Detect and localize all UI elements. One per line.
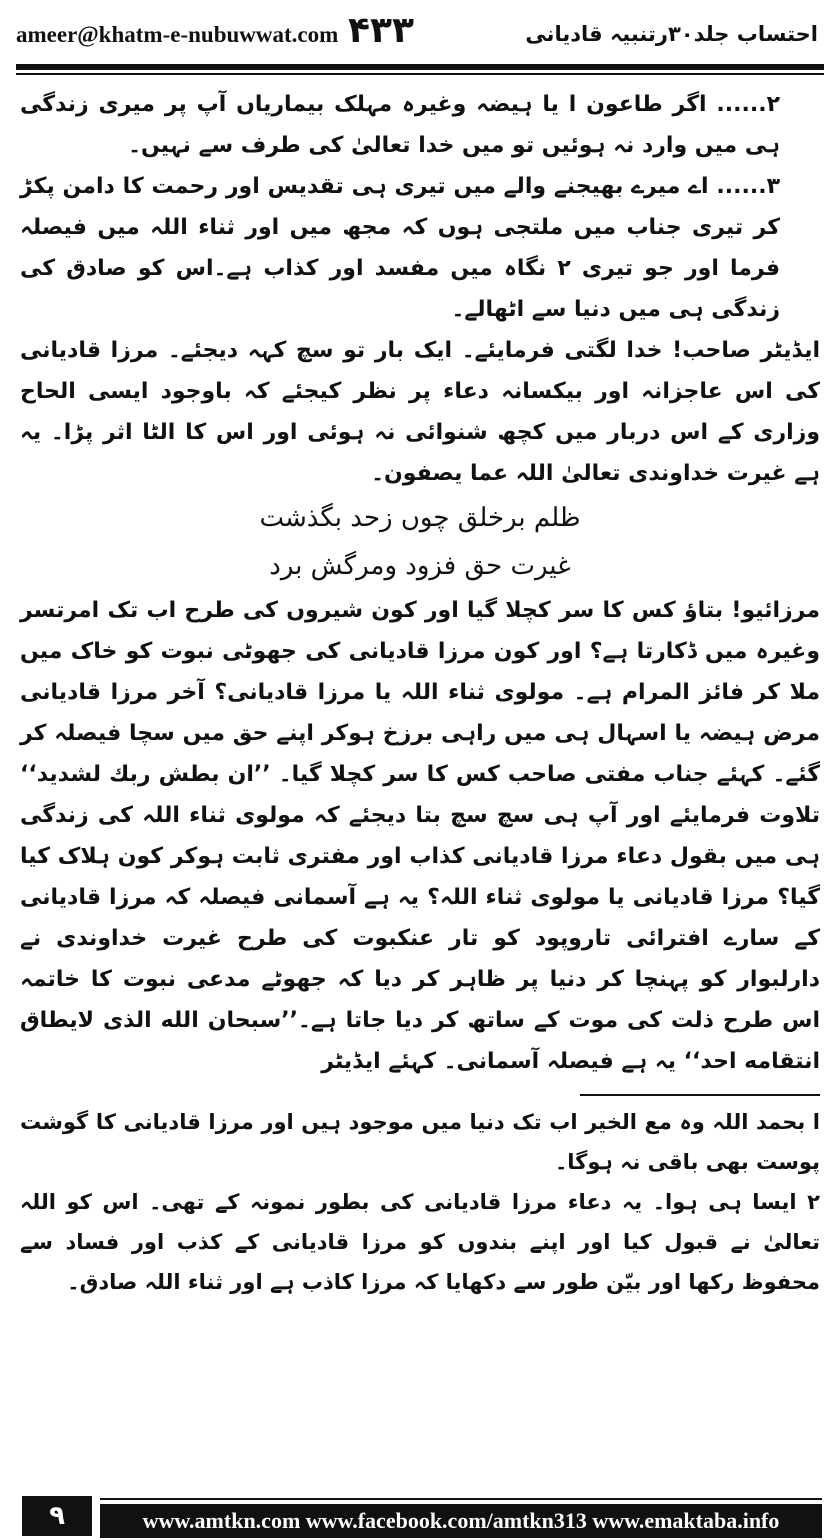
paragraph-editor-address: ایڈیٹر صاحب! خدا لگتی فرمایئے۔ ایک بار تو سچ کہہ دیجئے۔ مرزا قادیانی کی اس عاجزانہ اور بیکسانہ دعاء پر نظر کیجئے کہ باوجود ایسی الحاح وزاری کے اس دربار میں کچھ شنوائی نہ ہوئی اور اس کا الٹا اثر پڑا۔ یہ ہے غیرت خداوندی تعالیٰ اللہ عما یصفون۔: [20, 338, 820, 486]
footer-urls: www.amtkn.com www.facebook.com/amtkn313 www.emaktaba.info: [142, 1508, 780, 1533]
header-rule-thin: [16, 73, 824, 75]
header-rule-thick: [16, 64, 824, 70]
footer-rule: [100, 1498, 822, 1500]
paragraph-prayer-3: ۳...... اے میرے بھیجنے والے میں تیری ہی تقدیس اور رحمت کا دامن پکڑ کر تیری جناب میں ملتجی ہوں کہ مجھ میں اور ثناء اللہ میں فیصلہ فرما اور جو تیری ۲ نگاہ میں مفسد اور کذاب ہے۔اس کو صادق کی زندگی ہی میں دنیا سے اٹھالے۔: [20, 174, 780, 322]
header-page-number: ۴۳۳: [348, 10, 414, 51]
footnote-1: ا بحمد اللہ وہ مع الخیر اب تک دنیا میں موجود ہیں اور مرزا قادیانی کا گوشت پوست بھی باقی نہ ہوگا۔: [20, 1110, 820, 1174]
paragraph-conclusion: مرزائیو! بتاؤ کس کا سر کچلا گیا اور کون شیروں کی طرح اب تک امرتسر وغیرہ میں ڈکارتا ہے؟ اور کون مرزا قادیانی کی جھوٹی نبوت کو خاک میں ملا کر فائز المرام ہے۔ مولوی ثناء اللہ یا مرزا قادیانی؟ آخر مرزا قادیانی مرض ہیضہ یا اسہال ہی میں راہی برزخ ہوکر اپنے حق میں سچا فیصلہ کر گئے۔ کہئے جناب مفتی صاحب کس کا سر کچلا گیا۔ ’’ان بطش ربك لشديد‘‘ تلاوت فرمایئے اور آپ ہی سچ سچ بتا دیجئے کہ مولوی ثناء اللہ کی زندگی ہی میں بقول دعاء مرزا قادیانی کذاب اور مفتری ثابت ہوکر کون ہلاک کیا گیا؟ مرزا قادیانی یا مولوی ثناء اللہ؟ یہ ہے آسمانی فیصلہ کہ مرزا قادیانی کے سارے افترائی تاروپود کو تار عنکبوت کی طرح غیرت خداوندی نے دارلبوار کو پہنچا کر دنیا پر ظاہر کر دیا کہ جھوٹے مدعی نبوت کا خاتمہ اس طرح ذلت کی موت کے ساتھ کر دیا جاتا ہے۔’’سبحان الله الذی لایطاق انتقامه احد‘‘ یہ ہے فیصلہ آسمانی۔ کہئے ایڈیٹر: [20, 598, 820, 1074]
page-header: [0, 0, 840, 70]
header-book-title: احتساب جلد۳۰رتنبیہ قادیانی: [525, 22, 818, 46]
page-content: [20, 84, 820, 1302]
page-footer: [0, 1494, 840, 1540]
couplet-line-1: ظلم برخلق چوں زحد بگذشت: [259, 503, 581, 533]
footnote-divider: [580, 1094, 820, 1096]
persian-couplet: [20, 494, 820, 590]
couplet-line-2: غیرت حق فزود ومرگش برد: [269, 551, 571, 581]
header-email: ameer@khatm-e-nubuwwat.com: [16, 22, 339, 47]
footnote-2: ۲ ایسا ہی ہوا۔ یہ دعاء مرزا قادیانی کی بطور نمونہ کے تھی۔ اس کو اللہ تعالیٰ نے قبول کیا اور اپنے بندوں کو مرزا قادیانی کے کذب اور فساد سے محفوظ رکھا اور بیّن طور سے دکھایا کہ مرزا کاذب ہے اور ثناء اللہ صادق۔: [20, 1190, 820, 1294]
footer-page-number: ۹: [22, 1496, 92, 1536]
paragraph-condition-2: ۲...... اگر طاعون ا یا ہیضہ وغیرہ مہلک بیماریاں آپ پر میری زندگی ہی میں وارد نہ ہوئیں تو میں خدا تعالیٰ کی طرف سے نہیں۔: [20, 92, 780, 158]
